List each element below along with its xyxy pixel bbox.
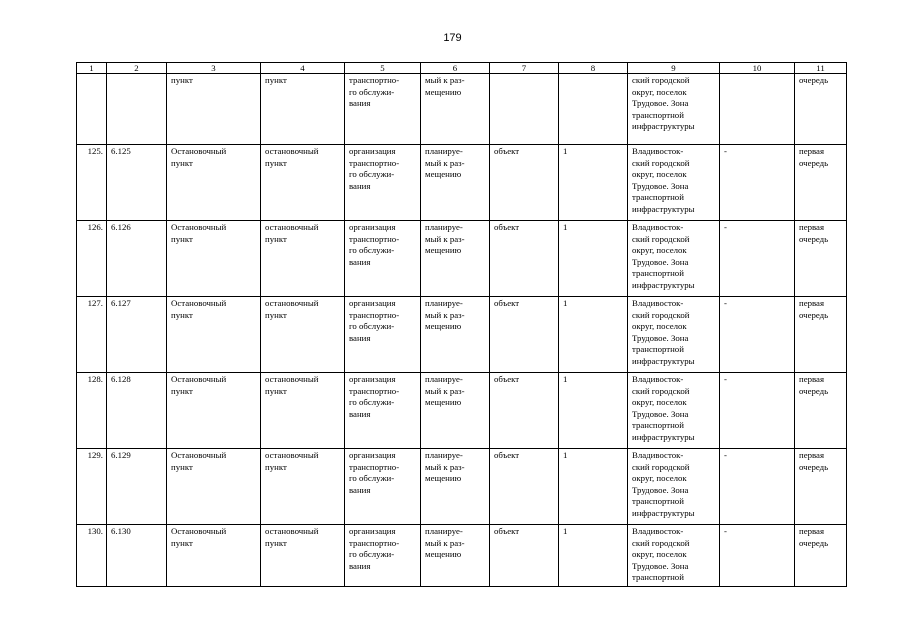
cell-type: остановочный пункт — [261, 221, 345, 297]
table-row — [77, 449, 847, 525]
column-number-cell: 1 — [77, 63, 107, 74]
cell-stage: первая очередь — [795, 373, 847, 449]
cell-name: Остановочный пункт — [167, 449, 261, 525]
cell-quantity: 1 — [559, 145, 628, 221]
cell-unit: объект — [490, 297, 559, 373]
cell-stage: первая очередь — [795, 145, 847, 221]
cell-purpose: организация транспортно- го обслужи- вания — [345, 297, 421, 373]
cell-unit: объект — [490, 449, 559, 525]
cell-type: остановочный пункт — [261, 525, 345, 587]
column-number-cell: 6 — [421, 63, 490, 74]
column-number-header — [77, 63, 847, 74]
column-number-cell: 2 — [107, 63, 167, 74]
cell-stage: первая очередь — [795, 449, 847, 525]
column-number-cell: 9 — [628, 63, 720, 74]
cell-status: планируе- мый к раз- мещению — [421, 145, 490, 221]
cell-area — [720, 74, 795, 145]
cell-quantity: 1 — [559, 525, 628, 587]
cell-location: Владивосток- ский городской округ, поселок Трудовое. Зона транспортной инфраструктуры — [628, 221, 720, 297]
table-row — [77, 525, 847, 587]
column-number-cell: 11 — [795, 63, 847, 74]
cell-purpose: организация транспортно- го обслужи- вания — [345, 449, 421, 525]
cell-quantity: 1 — [559, 449, 628, 525]
cell-purpose: организация транспортно- го обслужи- вания — [345, 221, 421, 297]
cell-location: Владивосток- ский городской округ, поселок Трудовое. Зона транспортной инфраструктуры — [628, 297, 720, 373]
cell-status: планируе- мый к раз- мещению — [421, 449, 490, 525]
column-number-cell: 5 — [345, 63, 421, 74]
cell-code: 6.126 — [107, 221, 167, 297]
cell-purpose: транспортно- го обслужи- вания — [345, 74, 421, 145]
cell-location: Владивосток- ский городской округ, поселок Трудовое. Зона транспортной инфраструктуры — [628, 373, 720, 449]
cell-unit: объект — [490, 145, 559, 221]
cell-unit — [490, 74, 559, 145]
table-row — [77, 373, 847, 449]
cell-code — [107, 74, 167, 145]
table-body — [77, 63, 847, 587]
column-number-cell: 7 — [490, 63, 559, 74]
cell-location: Владивосток- ский городской округ, поселок Трудовое. Зона транспортной — [628, 525, 720, 587]
cell-name: Остановочный пункт — [167, 525, 261, 587]
cell-area: - — [720, 373, 795, 449]
cell-row-number: 128. — [77, 373, 107, 449]
registry-table — [76, 62, 847, 587]
cell-row-number: 126. — [77, 221, 107, 297]
cell-type: остановочный пункт — [261, 297, 345, 373]
column-number-cell: 10 — [720, 63, 795, 74]
cell-location: ский городской округ, поселок Трудовое. Зона транспортной инфраструктуры — [628, 74, 720, 145]
cell-row-number: 130. — [77, 525, 107, 587]
cell-status: планируе- мый к раз- мещению — [421, 373, 490, 449]
cell-code: 6.125 — [107, 145, 167, 221]
cell-type: остановочный пункт — [261, 449, 345, 525]
cell-type: остановочный пункт — [261, 373, 345, 449]
cell-unit: объект — [490, 221, 559, 297]
cell-code: 6.129 — [107, 449, 167, 525]
cell-location: Владивосток- ский городской округ, поселок Трудовое. Зона транспортной инфраструктуры — [628, 449, 720, 525]
cell-row-number — [77, 74, 107, 145]
cell-area: - — [720, 449, 795, 525]
table-row — [77, 221, 847, 297]
cell-row-number: 129. — [77, 449, 107, 525]
cell-area: - — [720, 145, 795, 221]
cell-stage: первая очередь — [795, 297, 847, 373]
cell-purpose: организация транспортно- го обслужи- вания — [345, 145, 421, 221]
cell-location: Владивосток- ский городской округ, поселок Трудовое. Зона транспортной инфраструктуры — [628, 145, 720, 221]
cell-type: пункт — [261, 74, 345, 145]
column-number-cell: 4 — [261, 63, 345, 74]
continuation-row — [77, 74, 847, 145]
cell-row-number: 127. — [77, 297, 107, 373]
cell-area: - — [720, 525, 795, 587]
cell-unit: объект — [490, 525, 559, 587]
cell-name: Остановочный пункт — [167, 145, 261, 221]
cell-code: 6.127 — [107, 297, 167, 373]
cell-quantity: 1 — [559, 221, 628, 297]
column-number-cell: 3 — [167, 63, 261, 74]
cell-type: остановочный пункт — [261, 145, 345, 221]
table-row — [77, 297, 847, 373]
table-row — [77, 145, 847, 221]
cell-area: - — [720, 297, 795, 373]
cell-status: планируе- мый к раз- мещению — [421, 297, 490, 373]
cell-name: Остановочный пункт — [167, 221, 261, 297]
cell-quantity — [559, 74, 628, 145]
cell-name: пункт — [167, 74, 261, 145]
cell-stage: первая очередь — [795, 221, 847, 297]
cell-code: 6.130 — [107, 525, 167, 587]
cell-quantity: 1 — [559, 297, 628, 373]
cell-name: Остановочный пункт — [167, 373, 261, 449]
cell-row-number: 125. — [77, 145, 107, 221]
cell-purpose: организация транспортно- го обслужи- вания — [345, 373, 421, 449]
page-number: 179 — [443, 32, 462, 44]
cell-unit: объект — [490, 373, 559, 449]
cell-stage: очередь — [795, 74, 847, 145]
column-number-cell: 8 — [559, 63, 628, 74]
cell-purpose: организация транспортно- го обслужи- вания — [345, 525, 421, 587]
cell-stage: первая очередь — [795, 525, 847, 587]
cell-name: Остановочный пункт — [167, 297, 261, 373]
cell-status: планируе- мый к раз- мещению — [421, 221, 490, 297]
cell-status: планируе- мый к раз- мещению — [421, 525, 490, 587]
cell-quantity: 1 — [559, 373, 628, 449]
cell-status: мый к раз- мещению — [421, 74, 490, 145]
cell-area: - — [720, 221, 795, 297]
cell-code: 6.128 — [107, 373, 167, 449]
